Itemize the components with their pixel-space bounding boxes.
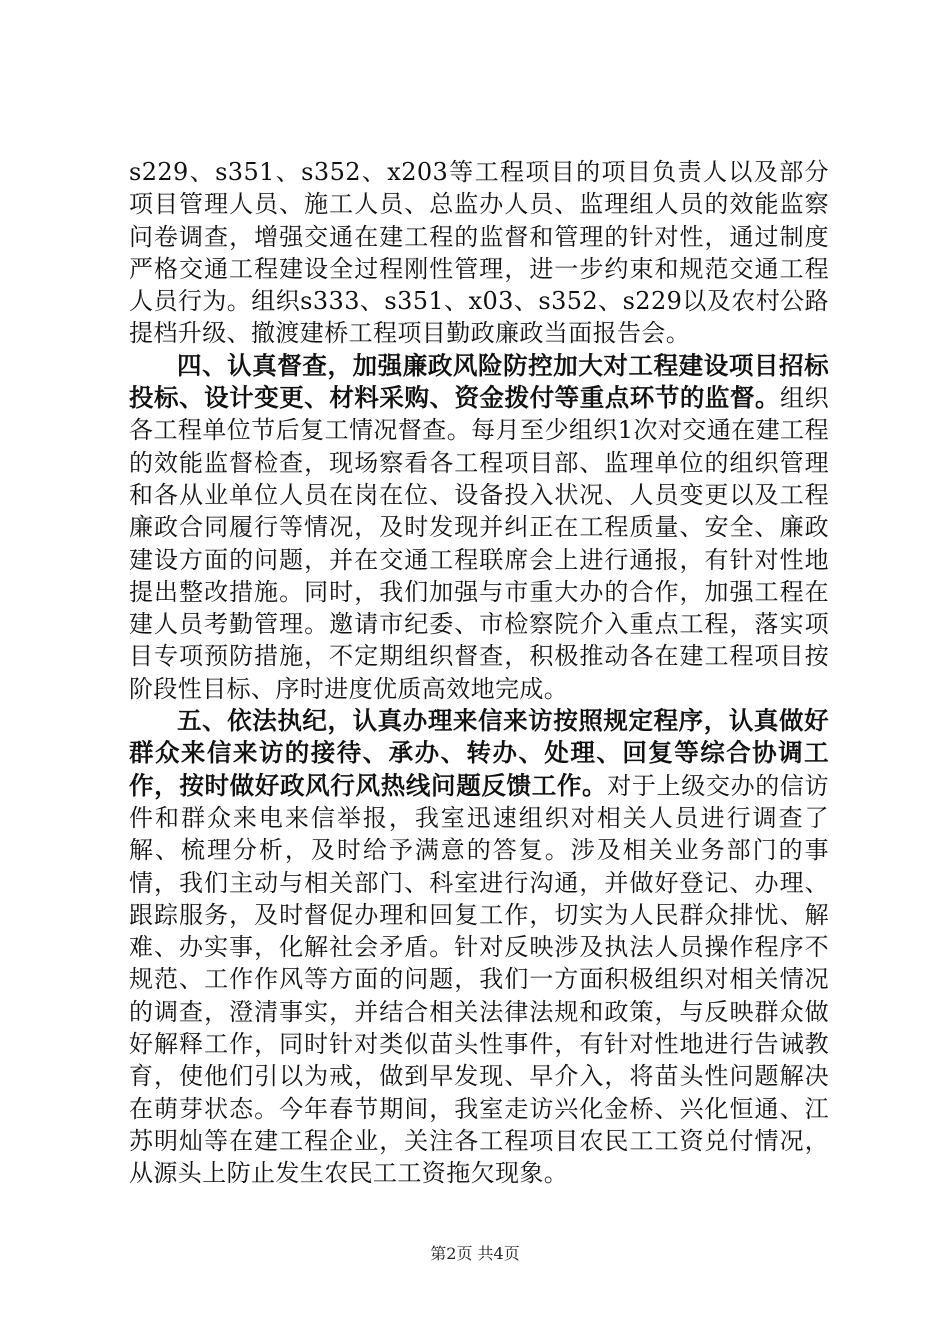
section-4-paragraph [129,350,829,705]
document-body [129,156,829,1190]
section-5-body: 对于上级交办的信访件和群众来电来信举报，我室迅速组织对相关人员进行调查了解、梳理分析，及时给予满意的答复。涉及相关业务部门的事情，我们主动与相关部门、科室进行沟通，并做好登记、办理、跟踪服务，及时督促办理和回复工作，切实为人民群众排忧、解难、办实事，化解社会矛盾。针对反映涉及执法人员操作程序不规范、工作作风等方面的问题，我们一方面积极组织对相关情况的调查，澄清事实，并结合相关法律法规和政策，与反映群众做好解释工作，同时针对类似苗头性事件，有针对性地进行告诫教育，使他们引以为戒，做到早发现、早介入，将苗头性问题解决在萌芽状态。今年春节期间，我室走访兴化金桥、兴化恒通、江苏明灿等在建工程企业，关注各工程项目农民工工资兑付情况，从源头上防止发生农民工工资拖欠现象。 [129,771,829,1188]
paragraph-continuation: s229、s351、s352、x203等工程项目的项目负责人以及部分项目管理人员、施工人员、总监办人员、监理组人员的效能监察问卷调查，增强交通在建工程的监督和管理的针对性，通过制度严格交通工程建设全过程刚性管理，进一步约束和规范交通工程人员行为。组织s333、s351、x03、s352、s229以及农村公路提档升级、撤渡建桥工程项目勤政廉政当面报告会。 [129,158,829,348]
section-4-heading: 四、认真督查，加强廉政风险防控加大对工程建设项目招标投标、设计变更、材料采购、资金拨付等重点环节的监督。 [129,350,829,413]
page-footer [0,1241,950,1264]
section-5-heading: 五、依法执纪，认真办理来信来访按照规定程序，认真做好群众来信来访的接待、承办、转办、处理、回复等综合协调工作，按时做好政风行风热线问题反馈工作。 [129,706,829,800]
page-number: 第2页 共4页 [430,1244,520,1263]
section-5-paragraph [129,705,829,1189]
section-4-body: 组织各工程单位节后复工情况督查。每月至少组织1次对交通在建工程的效能监督检查，现场察看各工程项目部、监理单位的组织管理和各从业单位人员在岗在位、设备投入状况、人员变更以及工程廉政合同履行等情况，及时发现并纠正在工程质量、安全、廉政建设方面的问题，并在交通工程联席会上进行通报，有针对性地提出整改措施。同时，我们加强与市重大办的合作，加强工程在建人员考勤管理。邀请市纪委、市检察院介入重点工程，落实项目专项预防措施，不定期组织督查，积极推动各在建工程项目按阶段性目标、序时进度优质高效地完成。 [129,384,829,703]
